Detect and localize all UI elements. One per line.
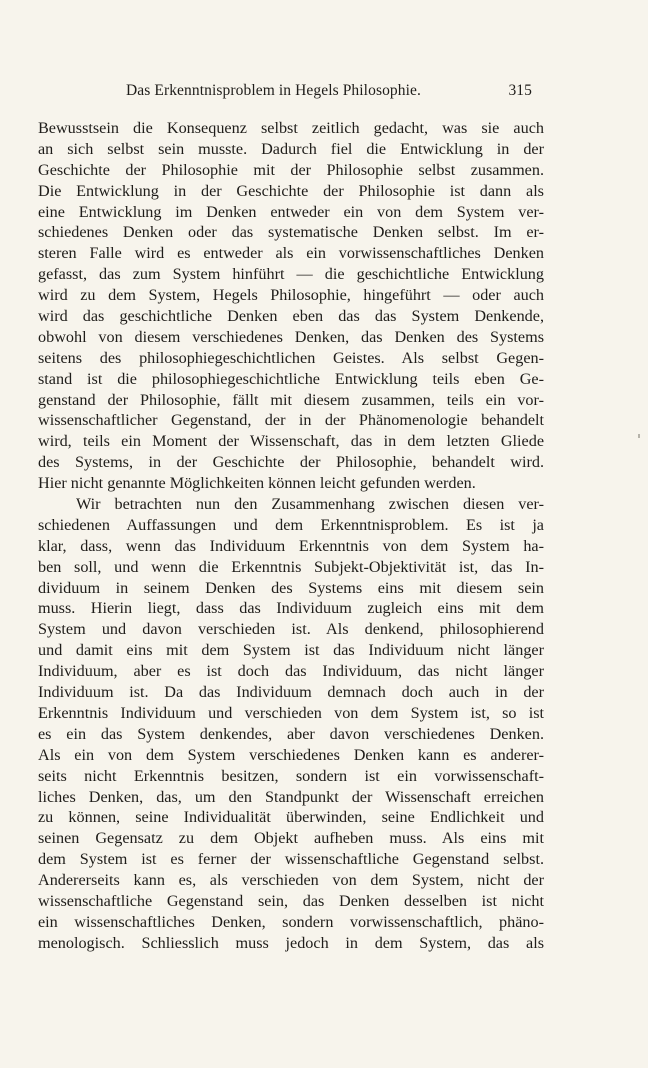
running-head bbox=[38, 82, 532, 106]
running-title: Das Erkenntnisproblem in Hegels Philosophie. bbox=[126, 82, 421, 99]
text-line: steren Falle wird es entweder als ein vorwissenschaftliches Denken bbox=[38, 244, 544, 263]
text-line: Andererseits kann es, als verschieden von dem System, nicht der bbox=[38, 871, 544, 890]
page-number: 315 bbox=[508, 82, 532, 99]
text-line: eine Entwicklung im Denken entweder ein von dem System ver- bbox=[38, 202, 544, 221]
text-line: Geschichte der Philosophie mit der Philosophie selbst zusammen. bbox=[38, 160, 544, 179]
text-line: wird zu dem System, Hegels Philosophie, hingeführt — oder auch bbox=[38, 286, 544, 305]
text-line: schiedenen Auffassungen und dem Erkenntnisproblem. Es ist ja bbox=[38, 515, 544, 534]
text-line: Individuum ist. Da das Individuum demnach doch auch in der bbox=[38, 683, 544, 702]
text-line: zu können, seine Individualität überwinden, seine Endlichkeit und bbox=[38, 808, 544, 827]
text-line: Als ein von dem System verschiedenes Denken kann es anderer- bbox=[38, 745, 544, 764]
text-line: wird das geschichtliche Denken eben das das System Denkende, bbox=[38, 307, 544, 326]
text-line: es ein das System denkendes, aber davon verschiedenes Denken. bbox=[38, 724, 544, 743]
paragraph-first-line: Wir betrachten nun den Zusammenhang zwischen diesen ver- bbox=[76, 495, 544, 514]
text-line: wissenschaftlicher Gegenstand, der in der Phänomenologie behandelt bbox=[38, 411, 544, 430]
text-line: ben soll, und wenn die Erkenntnis Subjekt-Objektivität ist, das In- bbox=[38, 557, 544, 576]
text-line: muss. Hierin liegt, dass das Individuum zugleich eins mit dem bbox=[38, 599, 544, 618]
text-line: klar, dass, wenn das Individuum Erkenntnis von dem System ha- bbox=[38, 536, 544, 555]
text-line: genstand der Philosophie, fällt mit diesem zusammen, teils ein vor- bbox=[38, 390, 544, 409]
text-line: Bewusstsein die Konsequenz selbst zeitlich gedacht, was sie auch bbox=[38, 119, 544, 137]
text-line: stand ist die philosophiegeschichtliche Entwicklung teils eben Ge- bbox=[38, 369, 544, 388]
text-line: ein wissenschaftliches Denken, sondern vorwissenschaftlich, phäno- bbox=[38, 912, 544, 931]
text-line: an sich selbst sein musste. Dadurch fiel die Entwicklung in der bbox=[38, 139, 544, 158]
text-line: wird, teils ein Moment der Wissenschaft, das in dem letzten Gliede bbox=[38, 432, 544, 451]
text-line: gefasst, das zum System hinführt — die geschichtliche Entwicklung bbox=[38, 265, 544, 284]
text-line: dividuum in seinem Denken des Systems eins mit diesem sein bbox=[38, 578, 544, 597]
text-line: und damit eins mit dem System ist das Individuum nicht länger bbox=[38, 641, 544, 660]
text-line: Hier nicht genannte Möglichkeiten können leicht gefunden werden. bbox=[38, 474, 476, 493]
text-line: menologisch. Schliesslich muss jedoch in dem System, das als bbox=[38, 933, 544, 952]
text-line: wissenschaftliche Gegenstand sein, das Denken desselben ist nicht bbox=[38, 891, 544, 910]
text-line: des Systems, in der Geschichte der Philosophie, behandelt wird. bbox=[38, 453, 544, 472]
text-line: obwohl von diesem verschiedenes Denken, das Denken des Systems bbox=[38, 327, 544, 346]
text-line: Individuum, aber es ist doch das Individuum, das nicht länger bbox=[38, 662, 544, 681]
scan-speck bbox=[638, 434, 640, 438]
text-line: dem System ist es ferner der wissenschaftliche Gegenstand selbst. bbox=[38, 850, 544, 869]
text-line: schiedenes Denken oder das systematische Denken selbst. Im er- bbox=[38, 223, 544, 242]
text-line: liches Denken, das, um den Standpunkt der Wissenschaft erreichen bbox=[38, 787, 544, 806]
text-line: Erkenntnis Individuum und verschieden von dem System ist, so ist bbox=[38, 703, 544, 722]
text-line: seitens des philosophiegeschichtlichen Geistes. Als selbst Gegen- bbox=[38, 348, 544, 367]
text-line: seits nicht Erkenntnis besitzen, sondern ist ein vorwissenschaft- bbox=[38, 766, 544, 785]
body-text bbox=[38, 118, 544, 954]
text-line: Die Entwicklung in der Geschichte der Philosophie ist dann als bbox=[38, 181, 544, 200]
text-line: System und davon verschieden ist. Als denkend, philosophierend bbox=[38, 620, 544, 639]
text-line: seinen Gegensatz zu dem Objekt aufheben muss. Als eins mit bbox=[38, 829, 544, 848]
